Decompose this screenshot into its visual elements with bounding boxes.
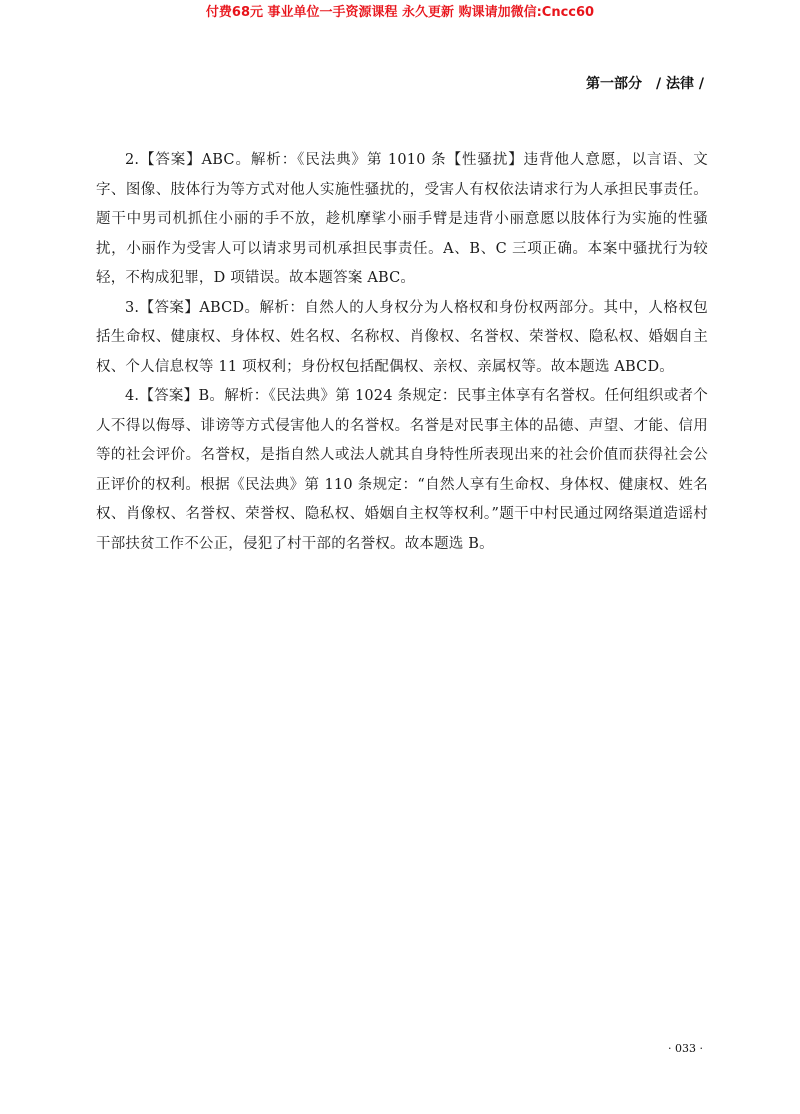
- section-part-label: 第一部分: [586, 76, 643, 92]
- answer-paragraph: 2.【答案】ABC。解析：《民法典》第 1010 条【性骚扰】违背他人意愿，以言语、文字、图像、肢体行为等方式对他人实施性骚扰的，受害人有权依法请求行为人承担民事责任。题干中男司机抓住小丽的手不放，趁机摩挲小丽手臂是违背小丽意愿以肢体行为实施的性骚扰，小丽作为受害人可以请求男司机承担民事责任。A、B、C 三项正确。本案中骚扰行为较轻，不构成犯罪，D 项错误。故本题答案 ABC。: [96, 152, 708, 286]
- answer-paragraph: 3.【答案】ABCD。解析：自然人的人身权分为人格权和身份权两部分。其中，人格权包括生命权、健康权、身体权、姓名权、名称权、肖像权、名誉权、荣誉权、隐私权、婚姻自主权、个人信息权等 11 项权利；身份权包括配偶权、亲权、亲属权等。故本题选 ABCD。: [96, 299, 708, 375]
- promo-banner: 付费68元 事业单位一手资源课程 永久更新 购课请加微信:Cncc60: [205, 5, 595, 20]
- section-header: [586, 74, 704, 94]
- page-number: · 033 ·: [668, 1042, 703, 1055]
- section-subject-label: / 法律 /: [656, 76, 704, 92]
- answer-content: [96, 146, 708, 559]
- answer-paragraph: 4.【答案】B。解析：《民法典》第 1024 条规定：民事主体享有名誉权。任何组织或者个人不得以侮辱、诽谤等方式侵害他人的名誉权。名誉是对民事主体的品德、声望、才能、信用等的社会评价。名誉权，是指自然人或法人就其自身特性所表现出来的社会价值而获得社会公正评价的权利。根据《民法典》第 110 条规定：“自然人享有生命权、身体权、健康权、姓名权、肖像权、名誉权、荣誉权、隐私权、婚姻自主权等权利。”题干中村民通过网络渠道造谣村干部扶贫工作不公正，侵犯了村干部的名誉权。故本题选 B。: [96, 388, 708, 552]
